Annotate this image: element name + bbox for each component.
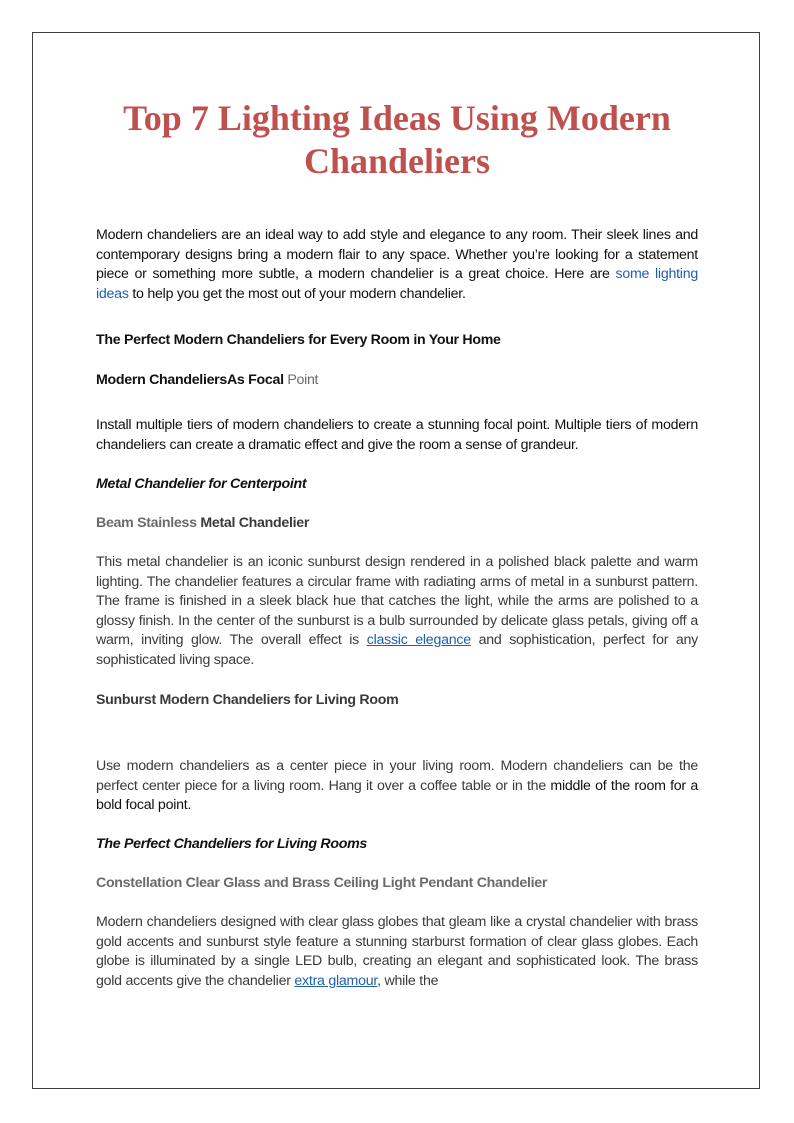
- intro-text: Modern chandeliers are an ideal way to add style and elegance to any room. Their sleek lines and contemporary designs bring a modern flair to any space. Whether you’re looking for a statement piece or something more subtle, a modern chandelier is a great choice. Here are: [96, 227, 698, 283]
- living-room-text-dark: middle of the room for a bold focal point.: [96, 777, 698, 814]
- living-room-paragraph: [96, 757, 698, 816]
- living-room-text: Use modern chandeliers as a center piece in your living room. Modern chandeliers can be the perfect center piece for a living room. Hang it over a coffee table or in the: [96, 758, 698, 794]
- section-heading-every-room: The Perfect Modern Chandeliers for Every Room in Your Home: [96, 332, 501, 348]
- focal-point-paragraph: Install multiple tiers of modern chandeliers to create a stunning focal point. Multiple tiers of modern chandeliers can create a dramatic effect and give the room a sense of grandeur.: [96, 417, 698, 453]
- document-title: Top 7 Lighting Ideas Using Modern Chandeliers: [123, 98, 671, 181]
- intro-text-end: to help you get the most out of your modern chandelier.: [128, 285, 466, 302]
- constellation-paragraph: [96, 913, 698, 991]
- intro-paragraph: [96, 226, 698, 304]
- lighting-ideas-link[interactable]: some lighting ideas: [96, 266, 698, 302]
- product-name-part2: Metal Chandelier: [196, 515, 310, 531]
- heading-chandeliers-living-rooms: The Perfect Chandeliers for Living Rooms: [96, 836, 368, 852]
- classic-elegance-link[interactable]: classic elegance: [366, 632, 471, 649]
- constellation-text: Modern chandeliers designed with clear glass globes that gleam like a crystal chandelier with brass gold accents and sunburst style feature a stunning starburst formation of clear glass globes. Each globe is illuminated by a single LED bulb, creating an elegant and sophisticated look. The brass gold accents give the chandelier: [96, 914, 698, 989]
- extra-glamour-link[interactable]: extra glamour: [294, 972, 378, 989]
- metal-chandelier-paragraph: [96, 553, 698, 671]
- product-constellation: Constellation Clear Glass and Brass Ceiling Light Pendant Chandelier: [96, 875, 548, 891]
- product-name-part1: Beam Stainless: [96, 515, 197, 531]
- constellation-text-end: , while the: [377, 972, 439, 989]
- subheading-focal-point: [96, 371, 318, 390]
- subheading-focal-part2: Point: [283, 372, 319, 388]
- heading-sunburst-living-room: Sunburst Modern Chandeliers for Living Room: [96, 692, 399, 708]
- metal-text-end: and sophistication, perfect for any sophisticated living space.: [96, 632, 699, 668]
- subheading-focal-part1: Modern ChandeliersAs Focal: [96, 372, 284, 388]
- heading-metal-chandelier: Metal Chandelier for Centerpoint: [96, 476, 307, 492]
- metal-text: This metal chandelier is an iconic sunburst design rendered in a polished black palette and warm lighting. The chandelier features a circular frame with radiating arms of metal in a sunburst pattern. The frame is finished in a sleek black hue that catches the light, while the arms are polished to a glossy finish. In the center of the sunburst is a bulb surrounded by delicate glass petals, giving off a warm, inviting glow. The overall effect is: [96, 554, 698, 649]
- product-beam-stainless: [96, 514, 309, 533]
